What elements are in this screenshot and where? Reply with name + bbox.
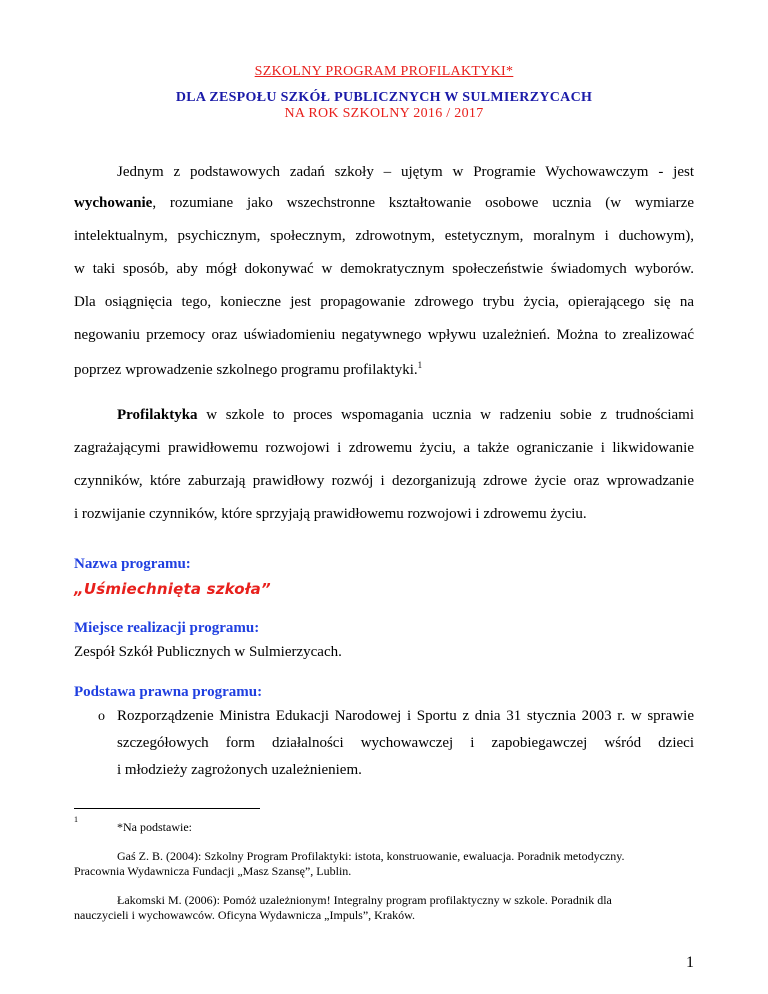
intro-line-5: Dla osiągnięcia tego, konieczne jest propagowanie zdrowego trybu życia, opierającego się na	[74, 294, 694, 310]
footnote-ref1-line-2: Pracownia Wydawnicza Fundacji „Masz Szansę”, Lublin.	[74, 864, 352, 878]
program-place-heading: Miejsce realizacji programu:	[74, 620, 260, 636]
document-subtitle: DLA ZESPOŁU SZKÓŁ PUBLICZNYCH W SULMIERZYCACH	[175, 90, 593, 105]
footnote-basis: *Na podstawie:	[117, 820, 192, 834]
profilaktyka-line-1-text: w szkole to proces wspomagania ucznia w radzeniu sobie z trudnościami	[197, 407, 694, 423]
footnote-ref2-line-2: nauczycieli i wychowawców. Oficyna Wydawnicza „Impuls”, Kraków.	[74, 908, 416, 922]
intro-line-6: negowaniu przemocy oraz uświadomieniu negatywnego wpływu uzależnień. Można to zrealizować	[74, 327, 694, 343]
document-title: SZKOLNY PROGRAM PROFILAKTYKI*	[254, 64, 514, 79]
profilaktyka-line-2: zagrażającymi prawidłowemu rozwojowi i zdrowemu życiu, a także ograniczanie i likwidowanie	[74, 440, 694, 456]
intro-line-7-text: poprzez wprowadzenie szkolnego programu profilaktyki.	[74, 362, 418, 378]
intro-line-1: Jednym z podstawowych zadań szkoły – ujętym w Programie Wychowawczym - jest	[117, 164, 694, 180]
intro-bold-term: wychowanie	[74, 195, 153, 211]
footnote-ref1-line-1: Gaś Z. B. (2004): Szkolny Program Profilaktyki: istota, konstruowanie, ewaluacja. Poradnik metodyczny.	[117, 849, 625, 863]
intro-line-2	[74, 195, 694, 212]
legal-basis-line-2: szczegółowych form działalności wychowawczej i zapobiegawczej wśród dzieci	[117, 735, 694, 751]
program-name-value: „Uśmiechnięta szkoła”	[74, 580, 271, 598]
intro-line-4: w taki sposób, aby mógł dokonywać w demokratycznym społeczeństwie świadomych wyborów.	[74, 261, 694, 277]
program-name-heading: Nazwa programu:	[74, 556, 191, 572]
profilaktyka-bold-term: Profilaktyka	[117, 407, 198, 423]
intro-line-3: intelektualnym, psychicznym, społecznym, zdrowotnym, estetycznym, moralnym i duchowym),	[74, 228, 694, 244]
school-year: NA ROK SZKOLNY 2016 / 2017	[284, 106, 484, 121]
intro-line-7	[74, 360, 694, 379]
intro-line-2-text: , rozumiane jako wszechstronne kształtowanie osobowe ucznia (w wymiarze	[152, 195, 694, 211]
page-number: 1	[686, 954, 694, 971]
legal-basis-line-3: i młodzieży zagrożonych uzależnieniem.	[117, 762, 362, 778]
bullet-marker: o	[98, 709, 105, 724]
program-place-value: Zespół Szkół Publicznych w Sulmierzycach.	[74, 644, 342, 660]
legal-basis-line-1: Rozporządzenie Ministra Edukacji Narodowej i Sportu z dnia 31 stycznia 2003 r. w sprawie	[117, 708, 694, 724]
profilaktyka-line-4: i rozwijanie czynników, które sprzyjają prawidłowemu rozwojowi i zdrowemu życiu.	[74, 506, 587, 522]
footnote-ref[interactable]: 1	[417, 360, 423, 370]
profilaktyka-line-3: czynników, które zaburzają prawidłowy rozwój i dezorganizują zdrowe życie oraz wprowadzanie	[74, 473, 694, 489]
footnote-ref2-line-1: Łakomski M. (2006): Pomóż uzależnionym! Integralny program profilaktyczny w szkole. Poradnik dla	[117, 893, 612, 907]
footnote-number: 1	[74, 815, 78, 824]
footnote-separator	[74, 808, 260, 809]
legal-basis-heading: Podstawa prawna programu:	[74, 684, 263, 700]
profilaktyka-line-1	[117, 407, 694, 424]
